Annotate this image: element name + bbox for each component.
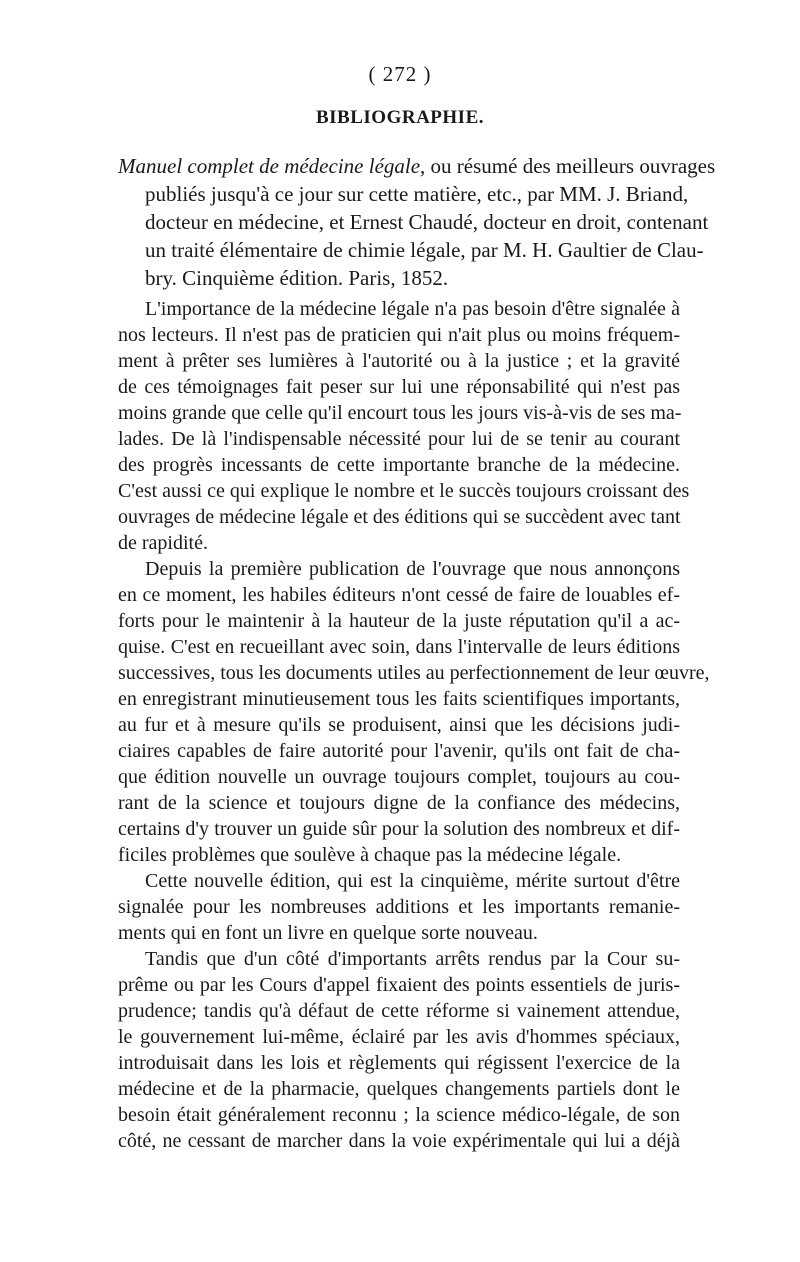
text-line: ciaires capables de faire autorité pour l'avenir, qu'ils ont fait de cha-	[118, 740, 680, 762]
text-line: prême ou par les Cours d'appel fixaient des points essentiels de juris-	[118, 974, 680, 996]
citation-line: un traité élémentaire de chimie légale, par M. H. Gaultier de Clau-	[145, 238, 704, 262]
citation-line: docteur en médecine, et Ernest Chaudé, docteur en droit, contenant	[145, 210, 709, 234]
text-line: de ces témoignages fait peser sur lui une réponsabilité qui n'est pas	[118, 376, 680, 398]
citation-line: publiés jusqu'à ce jour sur cette matière, etc., par MM. J. Briand,	[145, 182, 689, 206]
text-line: au fur et à mesure qu'ils se produisent, ainsi que les décisions judi-	[118, 714, 680, 736]
section-title: BIBLIOGRAPHIE.	[315, 107, 484, 128]
text-line: successives, tous les documents utiles au perfectionnement de leur œuvre,	[118, 662, 710, 684]
text-line: Tandis que d'un côté d'importants arrêts rendus par la Cour su-	[145, 948, 680, 970]
text-line: ment à prêter ses lumières à l'autorité ou à la justice ; et la gravité	[118, 350, 680, 372]
text-line: ments qui en font un livre en quelque sorte nouveau.	[118, 922, 538, 944]
text-line: certains d'y trouver un guide sûr pour la solution des nombreux et dif-	[118, 818, 680, 840]
text-line: nos lecteurs. Il n'est pas de praticien qui n'ait plus ou moins fréquem-	[118, 324, 680, 346]
book-title: Manuel complet de médecine légale	[118, 154, 421, 178]
text-line: des progrès incessants de cette importante branche de la médecine.	[118, 454, 680, 476]
text-line: Depuis la première publication de l'ouvrage que nous annonçons	[145, 558, 680, 580]
text-line: en enregistrant minutieusement tous les faits scientifiques importants,	[118, 688, 680, 710]
citation-line	[118, 154, 716, 178]
page-number: ( 272 )	[368, 62, 432, 86]
text-line: besoin était généralement reconnu ; la science médico-légale, de son	[118, 1104, 680, 1126]
text-line: prudence; tandis qu'à défaut de cette réforme si vainement attendue,	[118, 1000, 680, 1022]
text-line: quise. C'est en recueillant avec soin, dans l'intervalle de leurs éditions	[118, 636, 680, 658]
text-line: introduisait dans les lois et règlements qui régissent l'exercice de la	[118, 1052, 680, 1074]
text-line: de rapidité.	[118, 532, 208, 554]
text-line: forts pour le maintenir à la hauteur de la juste réputation qu'il a ac-	[118, 610, 680, 632]
text-line: que édition nouvelle un ouvrage toujours complet, toujours au cou-	[118, 766, 680, 788]
text-line: rant de la science et toujours digne de la confiance des médecins,	[118, 792, 680, 814]
text-line: L'importance de la médecine légale n'a pas besoin d'être signalée à	[145, 298, 680, 320]
citation-title-continuation: , ou résumé des meilleurs ouvrages	[420, 154, 716, 178]
text-line: Cette nouvelle édition, qui est la cinquième, mérite surtout d'être	[145, 870, 680, 892]
text-line: ficiles problèmes que soulève à chaque pas la médecine légale.	[118, 844, 622, 866]
text-line: en ce moment, les habiles éditeurs n'ont cessé de faire de louables ef-	[118, 584, 680, 606]
text-line: moins grande que celle qu'il encourt tous les jours vis-à-vis de ses ma-	[118, 402, 682, 424]
text-line: ouvrages de médecine légale et des éditions qui se succèdent avec tant	[118, 506, 681, 528]
citation-line: bry. Cinquième édition. Paris, 1852.	[145, 266, 449, 290]
text-line: lades. De là l'indispensable nécessité pour lui de se tenir au courant	[118, 428, 680, 450]
text-line: C'est aussi ce qui explique le nombre et le succès toujours croissant des	[118, 480, 690, 502]
text-line: le gouvernement lui-même, éclairé par les avis d'hommes spéciaux,	[118, 1026, 680, 1048]
text-line: signalée pour les nombreuses additions et les importants remanie-	[118, 896, 680, 918]
text-line: médecine et de la pharmacie, quelques changements partiels dont le	[118, 1078, 680, 1100]
text-line: côté, ne cessant de marcher dans la voie expérimentale qui lui a déjà	[118, 1130, 680, 1152]
